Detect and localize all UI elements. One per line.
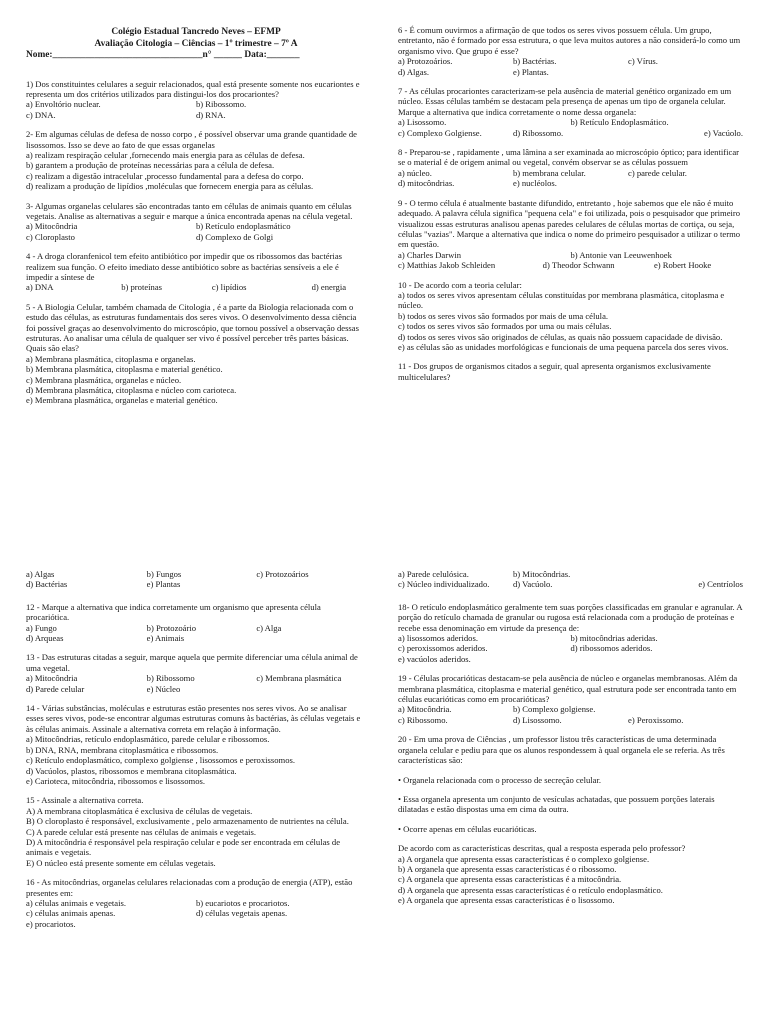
question-15	[26, 795, 366, 868]
option-b[interactable]: b) Mitocôndrias.	[513, 569, 571, 579]
option-e[interactable]: e) nucléolos.	[513, 178, 557, 189]
characteristic-3: • Ocorre apenas em células eucarióticas.	[398, 823, 537, 834]
question-18	[398, 602, 743, 664]
question-8	[398, 147, 743, 189]
option-a[interactable]: a) lisossomos aderidos.	[398, 633, 478, 644]
question-stem: 1) Dos constituintes celulares a seguir relacionados, qual está presente somente nos eucariontes e representa um dos critérios utilizados para distingui-los dos procariontes?	[26, 78, 360, 99]
question-6	[398, 25, 743, 77]
option-d[interactable]: d) Algas.	[398, 66, 430, 77]
option-b[interactable]: b) mitocôndrias aderidas.	[570, 633, 658, 644]
question-stem: 9 - O termo célula é atualmente bastante difundido, entretanto , hoje sabemos que ele não é muito adequado. A palavra célula significa "pequena cela" e foi utilizada, pois o pesquisador que primeiro visualizou essas estruturas analisou apenas paredes celulares de células mortas de cortiça, ou seja, células "vazias". Marque a alternativa que indica o nome do primeiro pesquisador a utilizar o termo em questão.	[398, 197, 741, 250]
question-2	[26, 129, 366, 191]
option-c[interactable]: c) Protozoários	[256, 569, 309, 579]
right-column-bottom	[398, 569, 743, 906]
option-b[interactable]: b) Fungos	[146, 569, 182, 579]
option-b[interactable]: b) Antonie van Leeuwenhoek	[570, 249, 672, 260]
option-c[interactable]: c) todos os seres vivos são formados por uma ou mais células.	[398, 321, 612, 332]
question-stem: 10 - De acordo com a teoria celular:	[398, 279, 522, 290]
option-e[interactable]: e) Centríolos	[698, 579, 743, 590]
option-a[interactable]: a) Lisossomo.	[398, 117, 447, 128]
question-stem: 6 - É comum ouvirmos a afirmação de que todos os seres vivos possuem célula. Um grupo, entretanto, não é formado por essa estrutura, o que leva muitos autores a não considerá-lo como um organismo vivo. Que grupo é esse?	[398, 25, 741, 56]
option-d[interactable]: d) Complexo de Golgi	[196, 231, 274, 242]
option-d[interactable]: d) Bactérias	[26, 579, 68, 590]
option-a[interactable]: a) Mitocôndria.	[398, 704, 452, 715]
option-c[interactable]: c) peroxissomos aderidos.	[398, 643, 488, 654]
option-d[interactable]: d) Vacúolos, plastos, ribossomos e membrana citoplasmática.	[26, 765, 237, 776]
option-c[interactable]: c) Membrana plasmática	[256, 673, 342, 684]
question-stem: 8 - Preparou-se , rapidamente , uma lâmina a ser examinada ao microscópio óptico; para identificar se o material é de origem animal ou vegetal, convém observar se as células possuem	[398, 147, 739, 168]
question-13	[26, 652, 366, 694]
evaluation-title: Avaliação Citologia – Ciências – 1º trimestre – 7º A	[94, 38, 298, 49]
option-b[interactable]: B) O cloroplasto é responsável, exclusivamente , pelo armazenamento de nutrientes na célula.	[26, 816, 349, 827]
option-a[interactable]: a) todos os seres vivos apresentam células constituídas por membrana plasmática, citoplasma e núcleo.	[398, 289, 725, 311]
question-stem: 16 - As mitocôndrias, organelas celulares relacionadas com a produção de energia (ATP), estão presentes em:	[26, 877, 353, 898]
option-a[interactable]: a) DNA	[26, 282, 54, 293]
option-b[interactable]: b) garantem a produção de proteínas necessárias para a célula de defesa.	[26, 160, 275, 171]
question-stem: 14 - Várias substâncias, moléculas e estruturas estão presentes nos seres vivos. Ao se analisar esses seres vivos, pode-se encontrar algumas estruturas comuns às bactérias, às células vegetais e às células animais. Assinale a alternativa correta em relação à informação.	[26, 703, 361, 734]
question-10	[398, 280, 743, 353]
option-a[interactable]: a) Fungo	[26, 622, 57, 633]
option-d[interactable]: d) A organela que apresenta essas características é o retículo endoplasmático.	[398, 884, 663, 895]
option-d[interactable]: d) ribossomos aderidos.	[570, 643, 653, 654]
question-5	[26, 302, 366, 406]
option-b[interactable]: b) Retículo endoplasmático	[196, 221, 291, 232]
option-c[interactable]: c) Cloroplasto	[26, 231, 75, 242]
question-3	[26, 201, 366, 243]
characteristic-1: • Organela relacionada com o processo de secreção celular.	[398, 774, 602, 785]
question-1	[26, 79, 366, 121]
option-d[interactable]: d) mitocôndrias.	[398, 178, 455, 189]
question-9	[398, 198, 743, 271]
option-e[interactable]: e) Núcleo	[146, 683, 181, 694]
question-20	[398, 734, 743, 905]
question-stem: 5 - A Biologia Celular, também chamada de Citologia , é a parte da Biologia relacionada com o estudo das células, as estruturas fundamentais dos seres vivos. O desenvolvimento dessa ciência foi possível graças ao desenvolvimento do microscópio, que tornou possível a observação dessas estruturas. Ao analisar uma célula de qualquer ser vivo é possível perceber três partes básicas. Quais são elas?	[26, 301, 359, 354]
left-column-top	[26, 27, 366, 406]
name-line: Nome:________________________________n° ______ Data:_______	[26, 50, 300, 60]
option-b[interactable]: b) DNA, RNA, membrana citoplasmática e ribossomos.	[26, 744, 219, 755]
option-c[interactable]: c) A organela que apresenta essas características é a mitocôndria.	[398, 874, 622, 885]
option-e[interactable]: e) Animais	[146, 633, 185, 644]
option-e[interactable]: E) O núcleo está presente somente em células vegetais.	[26, 857, 216, 868]
left-column-bottom	[26, 569, 366, 929]
option-a[interactable]: a) Charles Darwin	[398, 249, 461, 260]
option-d[interactable]: d) todos os seres vivos são originados de células, as quais não possuem capacidade de divisão.	[398, 331, 723, 342]
option-a[interactable]: a) células animais e vegetais.	[26, 897, 126, 908]
option-d[interactable]: d) RNA.	[196, 109, 226, 120]
option-b[interactable]: b) Ribossomo.	[196, 99, 247, 110]
option-b[interactable]: b) membrana celular.	[513, 167, 586, 178]
option-b[interactable]: b) A organela que apresenta essas características é o ribossomo.	[398, 863, 617, 874]
option-d[interactable]: d) Vacúolo.	[513, 579, 553, 590]
option-b[interactable]: b) Membrana plasmática, citoplasma e material genético.	[26, 364, 223, 375]
option-a[interactable]: a) núcleo.	[398, 167, 432, 178]
question-12	[26, 602, 366, 644]
option-d[interactable]: d) células vegetais apenas.	[196, 908, 288, 919]
option-c[interactable]: c) células animais apenas.	[26, 908, 116, 919]
option-c[interactable]: c) Retículo endoplasmático, complexo golgiense , lisossomos e peroxissomos.	[26, 755, 295, 766]
option-c[interactable]: c) DNA.	[26, 109, 56, 120]
question-stem: 18- O retículo endoplasmático geralmente tem suas porções classificadas em granular e agranular. A porção do retículo chamada de granular ou rugosa está relacionada com a produção de proteínas e recebe essa denominação em virtude da presença de:	[398, 601, 743, 633]
question-4	[26, 251, 366, 293]
option-d[interactable]: d) realizam a produção de lipídios ,moléculas que fornecem energia para as células.	[26, 181, 314, 192]
option-d[interactable]: d) energia	[311, 282, 347, 293]
option-d[interactable]: D) A mitocôndria é responsável pela respiração celular e pode ser encontrada em células de animais e vegetais.	[26, 836, 341, 858]
question-stem: 11 - Dos grupos de organismos citados a seguir, qual apresenta organismos exclusivamente multicelulares?	[398, 361, 711, 382]
question-stem: 15 - Assinale a alternativa correta.	[26, 795, 144, 806]
option-e[interactable]: e) Vacúolo.	[704, 127, 743, 138]
option-c[interactable]: C) A parede celular está presente nas células de animais e vegetais.	[26, 826, 257, 837]
question-stem: 2- Em algumas células de defesa de nosso corpo , é possível observar uma grande quantidade de lisossomos. Isso se deve ao fato de que essas organelas	[26, 129, 357, 150]
option-c[interactable]: c) Membrana plasmática, organelas e núcleo.	[26, 374, 182, 385]
option-c[interactable]: c) realizam a digestão intracelular ,processo fundamental para a defesa do corpo.	[26, 170, 304, 181]
option-a[interactable]: a) Mitocôndria	[26, 221, 78, 232]
question-stem: 3- Algumas organelas celulares são encontradas tanto em células de animais quanto em células vegetais. Analise as alternativas a seguir e marque a única encontrada apenas na célula vegetal.	[26, 200, 353, 221]
option-e[interactable]: e) Carioteca, mitocôndria, ribossomos e lisossomos.	[26, 775, 206, 786]
option-e[interactable]: e) Peroxissomo.	[628, 714, 684, 725]
question-stem: 20 - Em uma prova de Ciências , um professor listou três características de uma determinada organela celular e pediu para que os alunos respondessem à qual organela ele se referia. As três características são:	[398, 734, 725, 766]
option-e[interactable]: e) A organela que apresenta essas características é o lisossomo.	[398, 895, 615, 906]
option-a[interactable]: a) A organela que apresenta essas características é o complexo golgiense.	[398, 853, 650, 864]
question-14	[26, 703, 366, 786]
question-17-options	[398, 569, 743, 590]
characteristic-2: • Essa organela apresenta um conjunto de vesículas achatadas, que possuem porções laterais dilatadas e estão dispostas uma em cima da outra.	[398, 793, 715, 815]
question-stem: 4 - A droga cloranfenicol tem efeito antibiótico por impedir que os ribossomos das bactérias realizem sua função. O efeito imediato desse antibiótico sobre as bactérias sensíveis a ele é impedir a síntese de	[26, 251, 342, 282]
option-e[interactable]: e) as células são as unidades morfológicas e funcionais de uma pequena parcela dos seres vivos.	[398, 341, 729, 352]
question-prompt: De acordo com as características descritas, qual a resposta esperada pelo professor?	[398, 843, 686, 854]
option-a[interactable]: a) Envoltório nuclear.	[26, 99, 101, 110]
option-b[interactable]: b) Bactérias.	[513, 56, 557, 67]
option-d[interactable]: d) Arqueas	[26, 633, 64, 644]
question-16	[26, 877, 366, 929]
question-stem: 7 - As células procariontes caracterizam-se pela ausência de material genético organizado em um núcleo. Essas células também se destacam pela presença de apenas um tipo de organela celular. Marque a alternativa que indica corretamente o nome dessa organela:	[398, 86, 732, 117]
option-d[interactable]: d) Parede celular	[26, 683, 85, 694]
option-c[interactable]: c) Vírus.	[628, 56, 658, 67]
option-e[interactable]: e) procariotos.	[26, 918, 76, 929]
option-c[interactable]: c) lipídios	[211, 282, 247, 293]
option-a[interactable]: a) Mitocôndria	[26, 673, 78, 684]
option-a[interactable]: a) Algas	[26, 569, 55, 579]
option-c[interactable]: c) Ribossomo.	[398, 714, 448, 725]
option-b[interactable]: b) Protozoário	[146, 622, 197, 633]
right-column-top	[398, 25, 743, 382]
school-name: Colégio Estadual Tancredo Neves – EFMP	[111, 27, 281, 37]
option-e[interactable]: e) Plantas	[146, 579, 181, 590]
option-e[interactable]: e) Robert Hooke	[653, 260, 712, 271]
option-a[interactable]: a) Parede celulósica.	[398, 569, 469, 579]
option-b[interactable]: b) Ribossomo	[146, 673, 195, 684]
option-c[interactable]: c) Alga	[256, 622, 282, 633]
option-a[interactable]: a) realizam respiração celular ,fornecendo mais energia para as células de defesa.	[26, 149, 305, 160]
question-7	[398, 86, 743, 138]
option-a[interactable]: a) Protozoários.	[398, 56, 453, 67]
question-19	[398, 673, 743, 725]
option-d[interactable]: d) Membrana plasmática, citoplasma e núcleo com carioteca.	[26, 385, 237, 396]
option-b[interactable]: b) Retículo Endoplasmático.	[570, 117, 669, 128]
option-a[interactable]: a) Membrana plasmática, citoplasma e organelas.	[26, 353, 196, 364]
option-e[interactable]: e) vacúolos aderidos.	[398, 653, 471, 664]
option-c[interactable]: c) Núcleo individualizado.	[398, 579, 490, 590]
question-11	[398, 361, 743, 382]
option-b[interactable]: b) proteínas	[121, 282, 162, 293]
question-stem: 19 - Células procarióticas destacam-se pela ausência de núcleo e organelas membranosas. Além da membrana plasmática, citoplasma e material genético, qual estrutura pode ser encontrada tanto em células eucarióticas como em procarióticas?	[398, 673, 738, 705]
option-e[interactable]: e) Plantas.	[513, 66, 549, 77]
question-stem: 12 - Marque a alternativa que indica corretamente um organismo que apresenta célula procariótica.	[26, 601, 321, 623]
option-b[interactable]: b) Complexo golgiense.	[513, 704, 596, 715]
option-e[interactable]: e) Membrana plasmática, organelas e material genético.	[26, 395, 218, 406]
question-stem: 13 - Das estruturas citadas a seguir, marque aquela que permite diferenciar uma célula animal de uma vegetal.	[26, 652, 358, 673]
option-b[interactable]: b) eucariotos e procariotos.	[196, 897, 290, 908]
option-c[interactable]: c) Matthias Jakob Schleiden	[398, 260, 496, 271]
option-b[interactable]: b) todos os seres vivos são formados por mais de uma célula.	[398, 310, 609, 321]
option-d[interactable]: d) Theodor Schwann	[542, 260, 615, 271]
option-d[interactable]: d) Lisossomo.	[513, 714, 562, 725]
option-a[interactable]: A) A membrana citoplasmática é exclusiva de células de vegetais.	[26, 805, 253, 816]
option-d[interactable]: d) Ribossomo.	[513, 127, 564, 138]
option-c[interactable]: c) Complexo Golgiense.	[398, 127, 482, 138]
question-11-options	[26, 569, 366, 590]
option-c[interactable]: c) parede celular.	[628, 167, 687, 178]
option-a[interactable]: a) Mitocôndrias, retículo endoplasmático, parede celular e ribossomos.	[26, 734, 270, 745]
